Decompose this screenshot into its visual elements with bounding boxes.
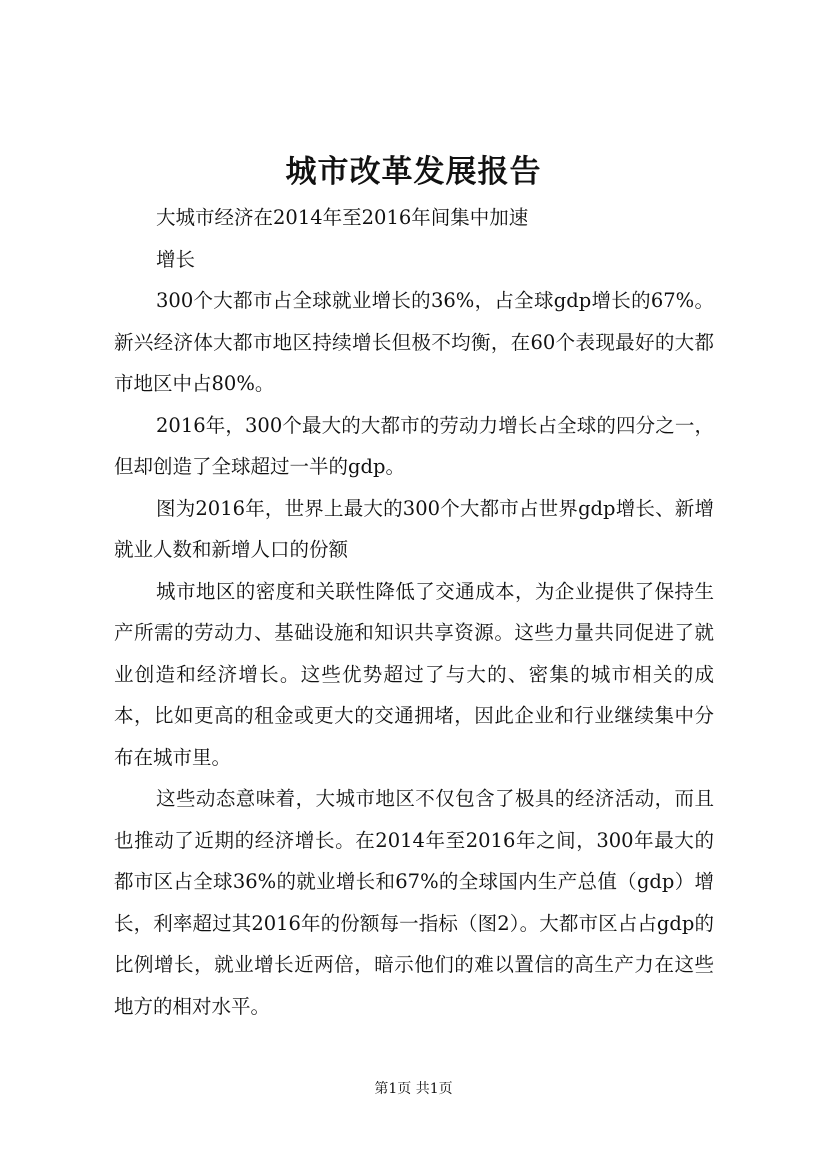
- paragraph-heading-line-2: 增长: [156, 247, 196, 271]
- paragraph-dynamics: 这些动态意味着，大城市地区不仅包含了极具的经济活动，而且也推动了近期的经济增长。在2014年至2016年之间，300年最大的都市区占全球36%的就业增长和67%的全球国内生产总值（gdp）增长，利率超过其2016年的份额每一指标（图2）。大都市区占占gdp的比例增长，就业增长近两倍，暗示他们的难以置信的高生产力在这些地方的相对水平。: [114, 787, 714, 1018]
- page-footer: 第1页 共1页: [374, 1081, 453, 1097]
- document-body: [114, 197, 714, 1027]
- paragraph-density: 城市地区的密度和关联性降低了交通成本，为企业提供了保持生产所需的劳动力、基础设施和知识共享资源。这些力量共同促进了就业创造和经济增长。这些优势超过了与大的、密集的城市相关的成本，比如更高的租金或更大的交通拥堵，因此企业和行业继续集中分布在城市里。: [114, 579, 714, 769]
- document-title: 城市改革发展报告: [285, 154, 542, 190]
- paragraph-growth-share: 300个大都市占全球就业增长的36%，占全球gdp增长的67%。新兴经济体大都市地区持续增长但极不均衡，在60个表现最好的大都市地区中占80%。: [114, 289, 714, 395]
- paragraph-labor-force: 2016年，300个最大的大都市的劳动力增长占全球的四分之一，但却创造了全球超过一半的gdp。: [114, 413, 714, 478]
- paragraph-figure-caption: 图为2016年，世界上最大的300个大都市占世界gdp增长、新增就业人数和新增人口的份额: [114, 496, 714, 561]
- paragraph-heading-line-1: 大城市经济在2014年至2016年间集中加速: [156, 206, 529, 229]
